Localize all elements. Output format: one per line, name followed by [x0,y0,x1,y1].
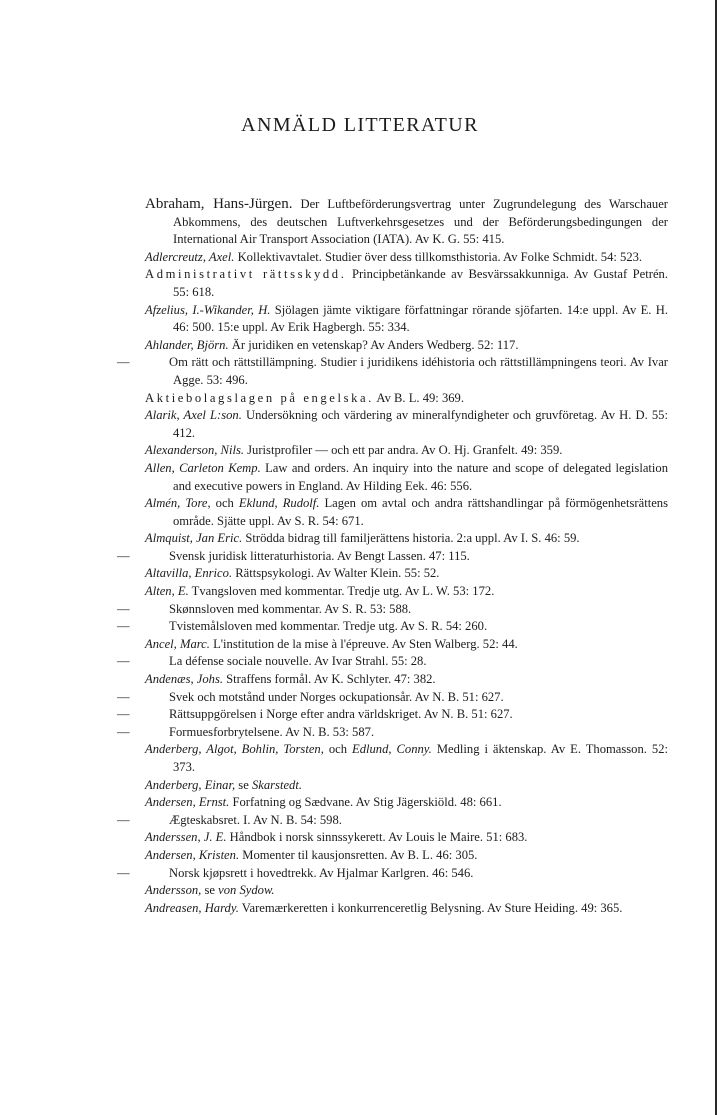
entry-text: Strödda bidrag till familjerättens historia. 2:a uppl. Av I. S. 46: 59. [245,531,580,546]
entry-text: Momenter til kausjonsretten. Av B. L. 46: 305. [242,847,478,862]
entry-text: Svensk juridisk litteraturhistoria. Av Bengt Lassen. 47: 115. [169,548,470,563]
entry-text: Principbetänkande av Besvärssakkunniga. Av Gustaf Petrén. 55: 618. [173,267,668,299]
entry-author: Andersson, [145,883,202,898]
entry-author: Ancel, Marc. [145,636,210,651]
entry-author: Ahlander, Björn. [145,337,229,352]
entry-author: Andersen, Ernst. [145,795,230,810]
ditto-dash: — [117,619,130,634]
bibliography-entry [145,636,668,654]
bibliography-entry [145,847,668,865]
bibliography-entry [145,882,668,900]
entry-author: Andenæs, Johs. [145,672,224,687]
entry-text: Sjölagen jämte viktigare författningar rörande sjöfarten. 14:e uppl. Av E. H. 46: 500. 15:e uppl. Av Erik Hagbergh. 55: 334. [173,302,668,335]
bibliography-entry [145,829,668,847]
ditto-dash: — [117,707,130,722]
bibliography-entry [145,565,668,583]
ditto-dash: — [117,689,130,704]
entry-text: Law and orders. An inquiry into the nature and scope of delegated legislation and executive powers in England. Av Hilding Eek. 46: 556. [173,460,668,493]
entry-text: Der Luftbeförderungsvertrag unter Zugrundelegung des Warschauer Abkommens, des deutschen Luftverkehrsgesetzes und der Beförderungsbedingungen der International Air Transport Association (IATA). Av K. G. 55: 415. [173,197,668,247]
entry-author: Abraham, Hans-Jürgen. [145,196,293,212]
entry-author: Anderberg, Algot, Bohlin, Torsten, [145,742,324,757]
entry-author: Anderssen, J. E. [145,830,227,845]
page-edge-rule [715,0,717,1115]
entry-spaced-title: Aktiebolagslagen på engelska. [145,390,374,405]
entry-text: Rättsuppgörelsen i Norge efter andra världskriget. Av N. B. 51: 627. [169,707,513,722]
bibliography-entry [117,548,668,566]
entry-text: Kollektivavtalet. Studier över dess tillkomsthistoria. Av Folke Schmidt. 54: 523. [237,249,643,264]
ditto-dash: — [117,355,130,370]
entry-author: Adlercreutz, Axel. [145,249,235,264]
entry-author: Andreasen, Hardy. [145,900,239,915]
ditto-dash: — [117,865,130,880]
ditto-dash: — [117,812,130,827]
entry-text: Formuesforbrytelsene. Av N. B. 53: 587. [169,724,375,739]
entry-text: Ægteskabsret. I. Av N. B. 54: 598. [169,812,342,827]
entry-text: Håndbok i norsk sinnssykerett. Av Louis le Maire. 51: 683. [229,830,528,845]
bibliography-entry [145,671,668,689]
entry-author: Almén, Tore, [145,496,211,511]
entry-see-reference: von Sydow. [218,883,275,898]
entry-see-reference: Skarstedt. [251,777,302,792]
entry-text: Av B. L. 49: 369. [376,390,464,405]
entry-text: Varemærkeretten i konkurrenceretlig Belysning. Av Sture Heiding. 49: 365. [241,900,623,915]
bibliography-entry [145,337,668,355]
entry-coauthor: Edlund, Conny. [352,742,432,757]
entry-see-word: se [204,883,215,898]
entry-author: Alarik, Axel L:son. [145,408,242,423]
entry-text: Forfatning og Sædvane. Av Stig Jägerskiöld. 48: 661. [232,795,502,810]
entry-author: Alexanderson, Nils. [145,443,244,458]
entry-author: Anderberg, Einar, [145,777,236,792]
bibliography-entry [145,249,668,267]
bibliography-entry [145,460,668,495]
entry-text: Undersökning och värdering av mineralfyndigheter och gruvföretag. Av H. D. 55: 412. [173,408,668,440]
entry-author: Almquist, Jan Eric. [145,531,243,546]
bibliography-entry [145,530,668,548]
entry-text: Norsk kjøpsrett i hovedtrekk. Av Hjalmar Karlgren. 46: 546. [169,865,474,880]
bibliography-entry [145,495,668,530]
ditto-dash: — [117,654,130,669]
bibliography-entry [145,583,668,601]
entry-author: Altavilla, Enrico. [145,566,233,581]
bibliography-entry [117,618,668,636]
entry-author: Alten, E. [145,584,189,599]
bibliography-entry [117,689,668,707]
bibliography-entry [145,196,668,249]
entry-author: Afzelius, I.-Wikander, H. [145,302,271,317]
bibliography-list [117,196,668,917]
entry-conjunction: och [215,496,234,511]
entry-text: La défense sociale nouvelle. Av Ivar Strahl. 55: 28. [169,654,427,669]
ditto-dash: — [117,548,130,563]
entry-see-word: se [238,777,249,792]
page-title: ANMÄLD LITTERATUR [241,114,479,137]
bibliography-entry [117,354,668,389]
bibliography-entry [117,865,668,883]
entry-author: Andersen, Kristen. [145,847,240,862]
entry-text: Svek och motstånd under Norges ockupationsår. Av N. B. 51: 627. [169,689,504,704]
bibliography-entry [145,777,668,795]
entry-coauthor: Eklund, Rudolf. [238,496,320,511]
entry-text: Straffens formål. Av K. Schlyter. 47: 382. [226,672,436,687]
entry-author: Allen, Carleton Kemp. [145,460,261,475]
bibliography-entry [145,302,668,337]
entry-text: L'institution de la mise à l'épreuve. Av Sten Walberg. 52: 44. [213,636,518,651]
entry-text: Skønnsloven med kommentar. Av S. R. 53: 588. [169,601,412,616]
bibliography-entry [145,794,668,812]
bibliography-entry [117,724,668,742]
entry-text: Om rätt och rättstillämpning. Studier i juridikens idéhistoria och rättstillämpningens teori. Av Ivar Agge. 53: 496. [169,355,668,387]
entry-conjunction: och [328,742,348,757]
bibliography-entry [145,741,668,776]
bibliography-entry [117,601,668,619]
entry-text: Är juridiken en vetenskap? Av Anders Wedberg. 52: 117. [231,337,519,352]
bibliography-entry [145,390,668,408]
ditto-dash: — [117,601,130,616]
entry-text: Juristprofiler — och ett par andra. Av O. Hj. Granfelt. 49: 359. [247,443,563,458]
bibliography-entry [117,812,668,830]
bibliography-entry [117,706,668,724]
bibliography-entry [145,407,668,442]
bibliography-entry [145,442,668,460]
entry-text: Tvangsloven med kommentar. Tredje utg. Av L. W. 53: 172. [191,584,495,599]
entry-spaced-title: Administrativt rättsskydd. [145,267,347,282]
bibliography-entry [145,266,668,301]
entry-text: Tvistemålsloven med kommentar. Tredje utg. Av S. R. 54: 260. [169,619,488,634]
entry-text: Medling i äktenskap. Av E. Thomasson. 52: 373. [173,742,668,774]
bibliography-entry [145,900,668,918]
entry-text: Rättspsykologi. Av Walter Klein. 55: 52. [235,566,440,581]
ditto-dash: — [117,724,130,739]
entry-text: Lagen om avtal och andra rättshandlingar på förmögenhetsrättens område. Sjätte uppl. Av S. R. 54: 671. [173,496,668,528]
bibliography-entry [117,653,668,671]
